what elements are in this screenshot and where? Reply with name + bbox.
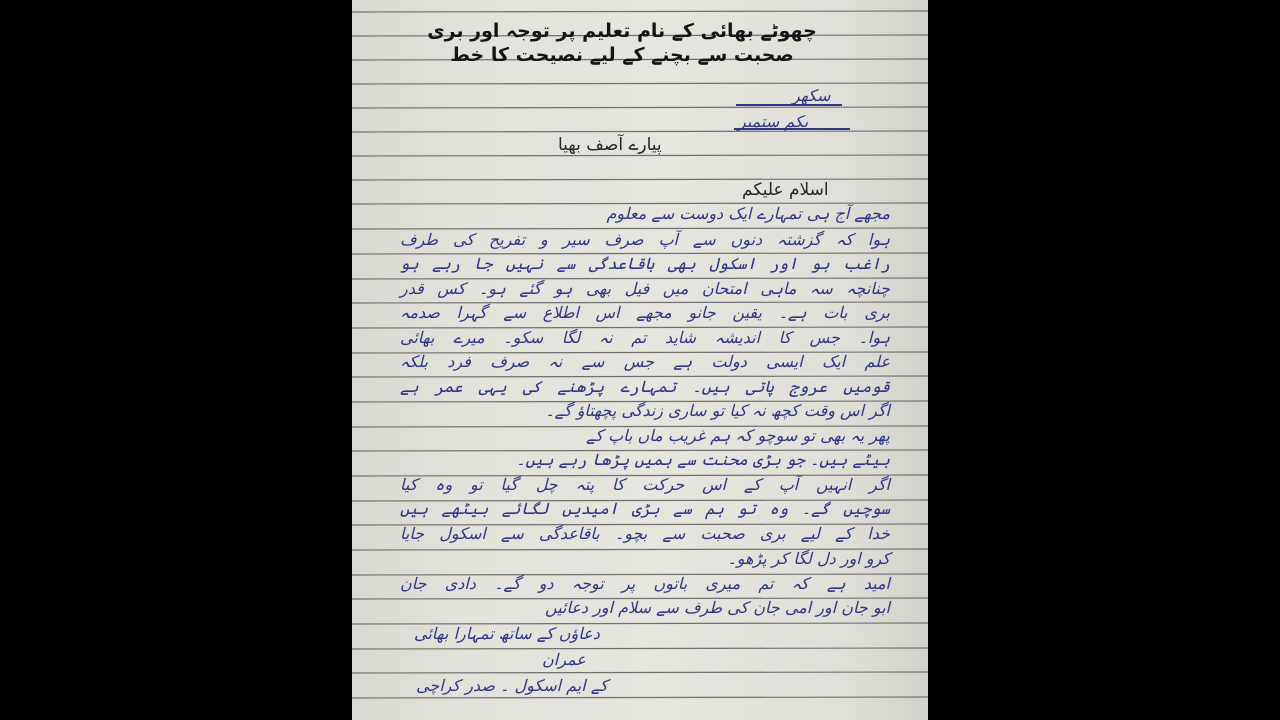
letter-page (352, 0, 928, 720)
body-line-14: خدا کے لیے بری صحبت سے بچو۔ باقاعدگی سے اسکول جایا (400, 524, 891, 543)
letter-closing: دعاؤں کے ساتھ تمہارا بھائی (414, 624, 600, 643)
body-line-16: امید ہے کہ تم میری باتوں پر توجہ دو گے۔ دادی جان (400, 574, 890, 593)
body-line-15: کرو اور دل لگا کر پڑھو۔ (727, 549, 890, 568)
body-line-4: چنانچہ سہ ماہی امتحان میں فیل بھی ہو گئے ہو۔ کس قدر (400, 279, 890, 298)
body-line-12: اگر انہیں آپ کے اس حرکت کا پتہ چل گیا تو وہ کیا (400, 475, 890, 494)
body-line-7: علم ایک ایسی دولت ہے جس سے نہ صرف فرد بلکہ (400, 352, 890, 371)
body-line-17: ابو جان اور امی جان کی طرف سے سلام اور دعائیں (545, 598, 890, 617)
letter-address-line: پیارے آصف بھیا (558, 135, 662, 155)
letter-date: یکم ستمبر (738, 112, 809, 131)
letter-footer: کے ایم اسکول ۔ صدر کراچی (416, 676, 608, 695)
body-line-13: سوچیں گے۔ وہ تو ہم سے بڑی امیدیں لگائے بیٹھے ہیں (400, 499, 890, 518)
body-line-2: ہوا کہ گزشتہ دنوں سے آپ صرف سیر و تفریح کی طرف (400, 230, 890, 249)
body-line-1: مجھے آج ہی تمہارے ایک دوست سے معلوم (606, 204, 890, 223)
letter-title-line-2: صحبت سے بچنے کے لیے نصیحت کا خط (450, 44, 794, 66)
body-line-3: راغب ہو اور اسکول بھی باقاعدگی سے نہیں جا رہے ہو (400, 254, 890, 273)
body-line-8: قومیں عروج پاتی ہیں۔ تمہارے پڑھنے کی یہی عمر ہے (400, 377, 890, 396)
letter-greeting: اسلام علیکم (742, 180, 829, 200)
body-line-6: ہوا۔ جس کا اندیشہ شاید تم نہ لگا سکو۔ میرے بھائی (400, 328, 890, 347)
body-line-9: اگر اس وقت کچھ نہ کیا تو ساری زندگی پچھتاؤ گے۔ (545, 401, 890, 420)
letter-city: سکھر (792, 86, 831, 105)
body-line-10: پھر یہ بھی تو سوچو کہ ہم غریب ماں باپ کے (585, 426, 890, 445)
body-line-11: بیٹے ہیں۔ جو بڑی محنت سے ہمیں پڑھا رہے ہیں۔ (516, 450, 890, 469)
letter-title-line-1: چھوٹے بھائی کے نام تعلیم پر توجہ اور بری (427, 20, 817, 42)
letter-signature: عمران (542, 650, 586, 669)
body-line-5: بری بات ہے۔ یقین جانو مجھے اس اطلاع سے گہرا صدمہ (400, 303, 890, 322)
